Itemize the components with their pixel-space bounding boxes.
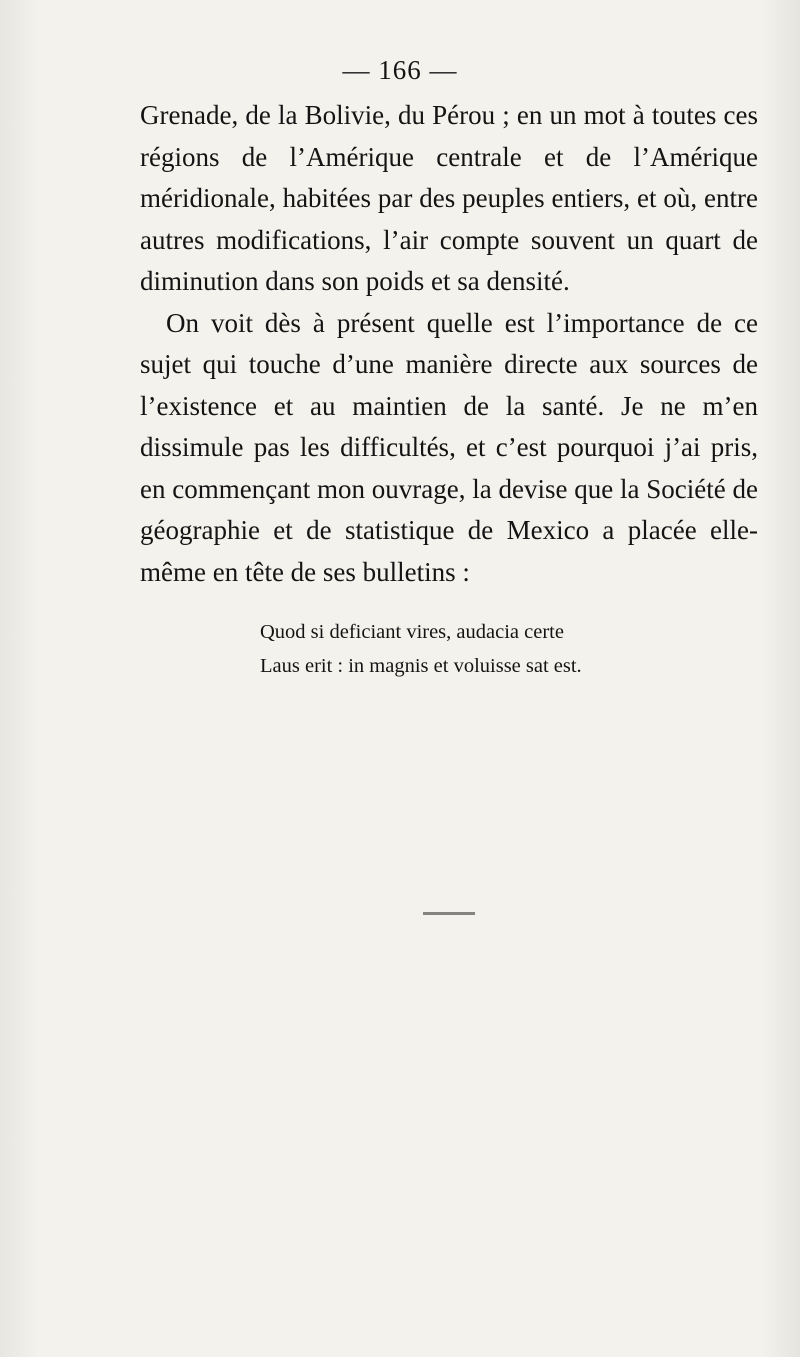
epigraph-quote bbox=[260, 615, 680, 683]
paragraph-1: Grenade, de la Bolivie, du Pérou ; en un mot à toutes ces régions de l’Amérique centrale et de l’Amérique méridionale, habitées par des peuples entiers, et où, entre autres modifications, l’air compte souvent un quart de diminution dans son poids et sa densité. bbox=[140, 100, 758, 296]
paragraph-2: On voit dès à présent quelle est l’importance de ce sujet qui touche d’une manière directe aux sources de l’existence et au maintien de la santé. Je ne m’en dissimule pas les difficultés, et c’est pourquoi j’ai pris, en commençant mon ouvrage, la devise que la Société de géographie et de statistique de Mexico a placée elle-même en tête de ses bulletins : bbox=[140, 307, 758, 587]
body-text bbox=[140, 95, 758, 593]
page-number: — 166 — bbox=[342, 55, 458, 85]
epigraph-line-2: Laus erit : in magnis et voluisse sat est. bbox=[260, 655, 582, 677]
show-through-rule bbox=[423, 912, 475, 915]
epigraph-line-1: Quod si deficiant vires, audacia certe bbox=[260, 621, 564, 643]
